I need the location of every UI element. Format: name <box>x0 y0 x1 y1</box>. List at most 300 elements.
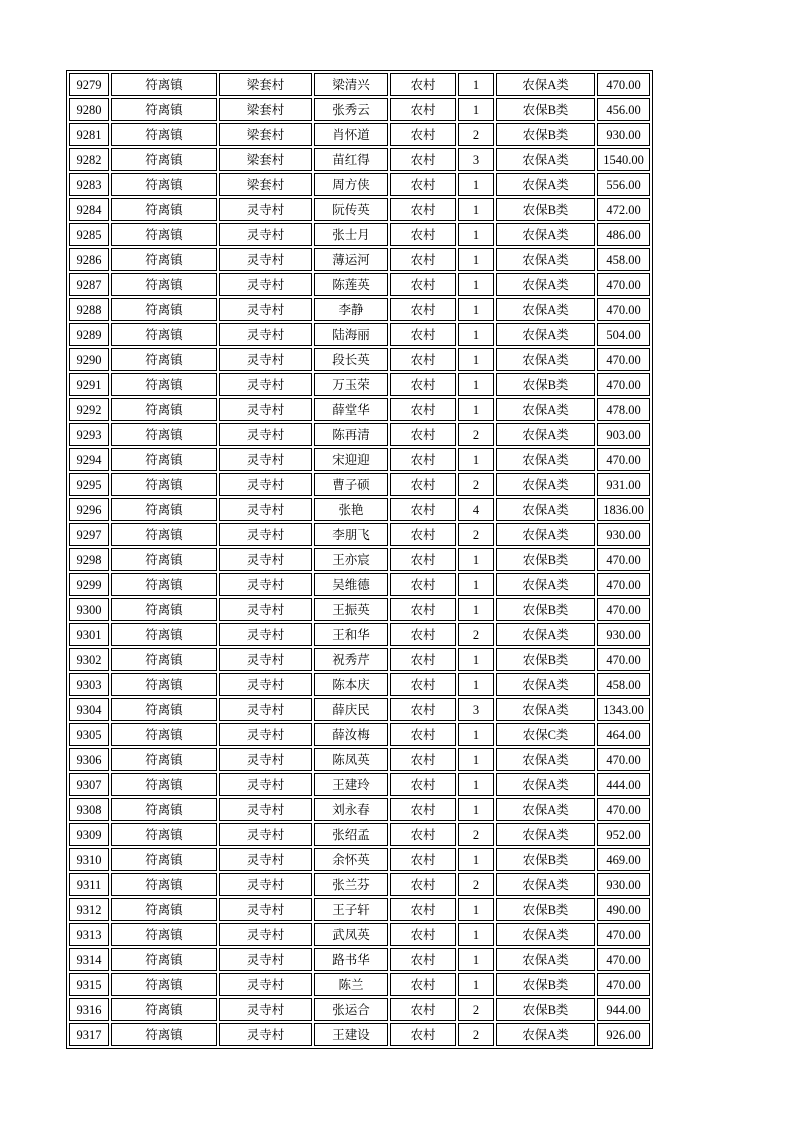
table-row <box>69 248 650 271</box>
cell-village: 灵寺村 <box>219 548 312 571</box>
cell-amount: 470.00 <box>597 273 650 296</box>
cell-residence-type: 农村 <box>390 823 456 846</box>
cell-insurance-category: 农保B类 <box>496 198 595 221</box>
cell-person-count: 1 <box>458 398 494 421</box>
cell-village: 灵寺村 <box>219 648 312 671</box>
cell-person-name: 陈本庆 <box>314 673 388 696</box>
cell-insurance-category: 农保A类 <box>496 748 595 771</box>
cell-residence-type: 农村 <box>390 98 456 121</box>
cell-amount: 470.00 <box>597 73 650 96</box>
cell-amount: 930.00 <box>597 523 650 546</box>
cell-village: 梁套村 <box>219 148 312 171</box>
cell-person-count: 1 <box>458 773 494 796</box>
cell-amount: 470.00 <box>597 948 650 971</box>
cell-residence-type: 农村 <box>390 173 456 196</box>
cell-record-id: 9287 <box>69 273 109 296</box>
cell-person-count: 1 <box>458 798 494 821</box>
cell-residence-type: 农村 <box>390 473 456 496</box>
cell-amount: 470.00 <box>597 923 650 946</box>
cell-person-name: 陆海丽 <box>314 323 388 346</box>
cell-town: 符离镇 <box>111 848 217 871</box>
cell-amount: 556.00 <box>597 173 650 196</box>
cell-village: 灵寺村 <box>219 798 312 821</box>
cell-town: 符离镇 <box>111 598 217 621</box>
table-row <box>69 523 650 546</box>
cell-village: 灵寺村 <box>219 923 312 946</box>
cell-record-id: 9307 <box>69 773 109 796</box>
table-row <box>69 1023 650 1046</box>
cell-person-name: 李朋飞 <box>314 523 388 546</box>
cell-town: 符离镇 <box>111 273 217 296</box>
cell-record-id: 9286 <box>69 248 109 271</box>
cell-residence-type: 农村 <box>390 448 456 471</box>
table-row <box>69 498 650 521</box>
cell-amount: 903.00 <box>597 423 650 446</box>
cell-person-name: 王建设 <box>314 1023 388 1046</box>
cell-person-count: 1 <box>458 248 494 271</box>
cell-town: 符离镇 <box>111 623 217 646</box>
cell-town: 符离镇 <box>111 973 217 996</box>
cell-residence-type: 农村 <box>390 898 456 921</box>
table-row <box>69 448 650 471</box>
table-row <box>69 173 650 196</box>
cell-amount: 470.00 <box>597 748 650 771</box>
cell-village: 灵寺村 <box>219 948 312 971</box>
cell-insurance-category: 农保A类 <box>496 448 595 471</box>
cell-village: 灵寺村 <box>219 623 312 646</box>
cell-town: 符离镇 <box>111 298 217 321</box>
cell-village: 灵寺村 <box>219 348 312 371</box>
table-row <box>69 898 650 921</box>
cell-record-id: 9280 <box>69 98 109 121</box>
cell-town: 符离镇 <box>111 73 217 96</box>
cell-person-name: 张秀云 <box>314 98 388 121</box>
cell-amount: 470.00 <box>597 448 650 471</box>
cell-person-name: 张绍孟 <box>314 823 388 846</box>
cell-insurance-category: 农保B类 <box>496 98 595 121</box>
cell-insurance-category: 农保A类 <box>496 348 595 371</box>
cell-town: 符离镇 <box>111 498 217 521</box>
cell-town: 符离镇 <box>111 673 217 696</box>
cell-person-name: 梁清兴 <box>314 73 388 96</box>
cell-person-name: 薛堂华 <box>314 398 388 421</box>
cell-village: 灵寺村 <box>219 848 312 871</box>
cell-town: 符离镇 <box>111 448 217 471</box>
cell-person-count: 2 <box>458 123 494 146</box>
cell-person-count: 1 <box>458 323 494 346</box>
cell-village: 灵寺村 <box>219 398 312 421</box>
table-row <box>69 923 650 946</box>
cell-insurance-category: 农保A类 <box>496 773 595 796</box>
cell-record-id: 9283 <box>69 173 109 196</box>
table-row <box>69 98 650 121</box>
cell-amount: 930.00 <box>597 873 650 896</box>
cell-record-id: 9316 <box>69 998 109 1021</box>
cell-village: 灵寺村 <box>219 423 312 446</box>
cell-person-count: 2 <box>458 1023 494 1046</box>
cell-amount: 456.00 <box>597 98 650 121</box>
cell-village: 灵寺村 <box>219 198 312 221</box>
table-row <box>69 298 650 321</box>
cell-person-count: 1 <box>458 848 494 871</box>
cell-record-id: 9285 <box>69 223 109 246</box>
cell-insurance-category: 农保A类 <box>496 623 595 646</box>
cell-record-id: 9295 <box>69 473 109 496</box>
cell-insurance-category: 农保A类 <box>496 273 595 296</box>
cell-village: 灵寺村 <box>219 448 312 471</box>
cell-insurance-category: 农保A类 <box>496 473 595 496</box>
cell-record-id: 9292 <box>69 398 109 421</box>
cell-record-id: 9299 <box>69 573 109 596</box>
cell-insurance-category: 农保A类 <box>496 823 595 846</box>
cell-person-name: 万玉荣 <box>314 373 388 396</box>
cell-amount: 472.00 <box>597 198 650 221</box>
cell-town: 符离镇 <box>111 523 217 546</box>
cell-insurance-category: 农保A类 <box>496 423 595 446</box>
cell-residence-type: 农村 <box>390 348 456 371</box>
cell-person-count: 1 <box>458 548 494 571</box>
cell-person-count: 2 <box>458 523 494 546</box>
table-row <box>69 123 650 146</box>
cell-amount: 469.00 <box>597 848 650 871</box>
cell-insurance-category: 农保A类 <box>496 398 595 421</box>
table-row <box>69 698 650 721</box>
cell-person-count: 1 <box>458 173 494 196</box>
cell-residence-type: 农村 <box>390 673 456 696</box>
cell-person-count: 4 <box>458 498 494 521</box>
cell-insurance-category: 农保B类 <box>496 123 595 146</box>
cell-village: 灵寺村 <box>219 498 312 521</box>
cell-person-count: 1 <box>458 198 494 221</box>
cell-village: 灵寺村 <box>219 273 312 296</box>
table-row <box>69 723 650 746</box>
cell-village: 灵寺村 <box>219 573 312 596</box>
cell-insurance-category: 农保A类 <box>496 873 595 896</box>
cell-record-id: 9311 <box>69 873 109 896</box>
cell-residence-type: 农村 <box>390 648 456 671</box>
cell-record-id: 9291 <box>69 373 109 396</box>
cell-amount: 470.00 <box>597 373 650 396</box>
table-row <box>69 623 650 646</box>
cell-record-id: 9281 <box>69 123 109 146</box>
cell-residence-type: 农村 <box>390 123 456 146</box>
cell-town: 符离镇 <box>111 373 217 396</box>
cell-person-count: 1 <box>458 98 494 121</box>
cell-residence-type: 农村 <box>390 973 456 996</box>
cell-village: 灵寺村 <box>219 223 312 246</box>
pension-roster-table <box>66 70 653 1049</box>
cell-record-id: 9310 <box>69 848 109 871</box>
cell-amount: 1836.00 <box>597 498 650 521</box>
cell-residence-type: 农村 <box>390 398 456 421</box>
cell-record-id: 9297 <box>69 523 109 546</box>
table-row <box>69 648 650 671</box>
cell-village: 灵寺村 <box>219 748 312 771</box>
cell-person-count: 1 <box>458 348 494 371</box>
cell-insurance-category: 农保B类 <box>496 648 595 671</box>
cell-village: 梁套村 <box>219 98 312 121</box>
cell-record-id: 9309 <box>69 823 109 846</box>
cell-person-count: 1 <box>458 748 494 771</box>
cell-person-count: 2 <box>458 823 494 846</box>
table-row <box>69 148 650 171</box>
cell-insurance-category: 农保B类 <box>496 598 595 621</box>
cell-insurance-category: 农保A类 <box>496 923 595 946</box>
cell-person-count: 1 <box>458 298 494 321</box>
cell-amount: 478.00 <box>597 398 650 421</box>
cell-village: 灵寺村 <box>219 473 312 496</box>
cell-village: 灵寺村 <box>219 773 312 796</box>
cell-town: 符离镇 <box>111 823 217 846</box>
cell-record-id: 9279 <box>69 73 109 96</box>
cell-record-id: 9308 <box>69 798 109 821</box>
cell-person-count: 1 <box>458 973 494 996</box>
cell-residence-type: 农村 <box>390 298 456 321</box>
cell-town: 符离镇 <box>111 423 217 446</box>
cell-insurance-category: 农保B类 <box>496 373 595 396</box>
cell-person-name: 曹子硕 <box>314 473 388 496</box>
table-row <box>69 973 650 996</box>
cell-insurance-category: 农保B类 <box>496 973 595 996</box>
cell-record-id: 9313 <box>69 923 109 946</box>
cell-insurance-category: 农保A类 <box>496 573 595 596</box>
cell-person-name: 陈再清 <box>314 423 388 446</box>
cell-town: 符离镇 <box>111 248 217 271</box>
table-row <box>69 473 650 496</box>
cell-village: 灵寺村 <box>219 723 312 746</box>
cell-insurance-category: 农保A类 <box>496 223 595 246</box>
table-row <box>69 998 650 1021</box>
cell-town: 符离镇 <box>111 698 217 721</box>
cell-amount: 444.00 <box>597 773 650 796</box>
cell-residence-type: 农村 <box>390 923 456 946</box>
cell-town: 符离镇 <box>111 348 217 371</box>
cell-insurance-category: 农保A类 <box>496 248 595 271</box>
cell-person-count: 1 <box>458 223 494 246</box>
cell-town: 符离镇 <box>111 198 217 221</box>
cell-residence-type: 农村 <box>390 623 456 646</box>
cell-person-count: 1 <box>458 373 494 396</box>
table-row <box>69 823 650 846</box>
cell-amount: 470.00 <box>597 573 650 596</box>
cell-village: 灵寺村 <box>219 823 312 846</box>
cell-record-id: 9302 <box>69 648 109 671</box>
cell-amount: 458.00 <box>597 248 650 271</box>
cell-amount: 952.00 <box>597 823 650 846</box>
cell-amount: 486.00 <box>597 223 650 246</box>
cell-town: 符离镇 <box>111 948 217 971</box>
cell-record-id: 9301 <box>69 623 109 646</box>
cell-residence-type: 农村 <box>390 948 456 971</box>
cell-town: 符离镇 <box>111 648 217 671</box>
cell-record-id: 9290 <box>69 348 109 371</box>
cell-person-count: 2 <box>458 423 494 446</box>
cell-person-count: 1 <box>458 73 494 96</box>
cell-person-name: 王亦宸 <box>314 548 388 571</box>
cell-person-count: 1 <box>458 948 494 971</box>
cell-person-name: 陈莲英 <box>314 273 388 296</box>
cell-town: 符离镇 <box>111 323 217 346</box>
cell-person-name: 张艳 <box>314 498 388 521</box>
cell-insurance-category: 农保A类 <box>496 523 595 546</box>
cell-person-name: 肖怀道 <box>314 123 388 146</box>
cell-town: 符离镇 <box>111 573 217 596</box>
cell-insurance-category: 农保B类 <box>496 898 595 921</box>
cell-insurance-category: 农保A类 <box>496 73 595 96</box>
cell-person-count: 1 <box>458 648 494 671</box>
cell-person-count: 3 <box>458 698 494 721</box>
cell-record-id: 9312 <box>69 898 109 921</box>
cell-person-count: 1 <box>458 673 494 696</box>
cell-village: 梁套村 <box>219 173 312 196</box>
cell-town: 符离镇 <box>111 923 217 946</box>
table-row <box>69 573 650 596</box>
table-row <box>69 398 650 421</box>
cell-village: 灵寺村 <box>219 1023 312 1046</box>
cell-person-count: 1 <box>458 273 494 296</box>
table-row <box>69 598 650 621</box>
table-row <box>69 948 650 971</box>
cell-person-count: 2 <box>458 623 494 646</box>
cell-town: 符离镇 <box>111 98 217 121</box>
cell-residence-type: 农村 <box>390 573 456 596</box>
cell-insurance-category: 农保B类 <box>496 998 595 1021</box>
cell-person-count: 1 <box>458 898 494 921</box>
cell-insurance-category: 农保A类 <box>496 673 595 696</box>
table-row <box>69 373 650 396</box>
table-row <box>69 198 650 221</box>
cell-town: 符离镇 <box>111 148 217 171</box>
cell-residence-type: 农村 <box>390 798 456 821</box>
cell-town: 符离镇 <box>111 998 217 1021</box>
cell-village: 灵寺村 <box>219 998 312 1021</box>
cell-record-id: 9296 <box>69 498 109 521</box>
cell-record-id: 9300 <box>69 598 109 621</box>
cell-record-id: 9282 <box>69 148 109 171</box>
cell-residence-type: 农村 <box>390 723 456 746</box>
cell-amount: 470.00 <box>597 973 650 996</box>
cell-residence-type: 农村 <box>390 323 456 346</box>
table-row <box>69 423 650 446</box>
cell-person-name: 薛庆民 <box>314 698 388 721</box>
cell-amount: 470.00 <box>597 648 650 671</box>
cell-amount: 1343.00 <box>597 698 650 721</box>
cell-amount: 470.00 <box>597 598 650 621</box>
cell-person-name: 周方侠 <box>314 173 388 196</box>
cell-record-id: 9317 <box>69 1023 109 1046</box>
cell-village: 灵寺村 <box>219 973 312 996</box>
cell-person-name: 宋迎迎 <box>314 448 388 471</box>
cell-village: 灵寺村 <box>219 598 312 621</box>
cell-record-id: 9288 <box>69 298 109 321</box>
cell-residence-type: 农村 <box>390 548 456 571</box>
cell-town: 符离镇 <box>111 798 217 821</box>
cell-person-count: 1 <box>458 573 494 596</box>
cell-record-id: 9293 <box>69 423 109 446</box>
cell-person-name: 余怀英 <box>314 848 388 871</box>
cell-town: 符离镇 <box>111 223 217 246</box>
cell-amount: 470.00 <box>597 548 650 571</box>
cell-person-count: 2 <box>458 873 494 896</box>
cell-person-name: 薛汝梅 <box>314 723 388 746</box>
table-row <box>69 773 650 796</box>
cell-insurance-category: 农保A类 <box>496 698 595 721</box>
cell-record-id: 9314 <box>69 948 109 971</box>
cell-village: 灵寺村 <box>219 673 312 696</box>
cell-town: 符离镇 <box>111 723 217 746</box>
cell-residence-type: 农村 <box>390 848 456 871</box>
cell-village: 灵寺村 <box>219 898 312 921</box>
cell-record-id: 9289 <box>69 323 109 346</box>
cell-person-name: 阮传英 <box>314 198 388 221</box>
cell-person-name: 刘永春 <box>314 798 388 821</box>
cell-residence-type: 农村 <box>390 1023 456 1046</box>
cell-village: 灵寺村 <box>219 373 312 396</box>
cell-person-name: 王子轩 <box>314 898 388 921</box>
cell-residence-type: 农村 <box>390 498 456 521</box>
cell-residence-type: 农村 <box>390 223 456 246</box>
cell-person-name: 王振英 <box>314 598 388 621</box>
cell-residence-type: 农村 <box>390 248 456 271</box>
cell-town: 符离镇 <box>111 173 217 196</box>
table-row <box>69 798 650 821</box>
cell-amount: 930.00 <box>597 123 650 146</box>
cell-person-count: 1 <box>458 448 494 471</box>
cell-amount: 926.00 <box>597 1023 650 1046</box>
cell-amount: 930.00 <box>597 623 650 646</box>
table-row <box>69 548 650 571</box>
cell-insurance-category: 农保A类 <box>496 948 595 971</box>
cell-record-id: 9284 <box>69 198 109 221</box>
table-row <box>69 273 650 296</box>
cell-residence-type: 农村 <box>390 373 456 396</box>
cell-person-name: 路书华 <box>314 948 388 971</box>
cell-amount: 464.00 <box>597 723 650 746</box>
cell-insurance-category: 农保B类 <box>496 848 595 871</box>
cell-insurance-category: 农保A类 <box>496 498 595 521</box>
table-row <box>69 873 650 896</box>
cell-insurance-category: 农保A类 <box>496 798 595 821</box>
cell-record-id: 9315 <box>69 973 109 996</box>
cell-person-name: 张运合 <box>314 998 388 1021</box>
cell-record-id: 9298 <box>69 548 109 571</box>
cell-person-name: 段长英 <box>314 348 388 371</box>
cell-village: 灵寺村 <box>219 873 312 896</box>
cell-person-count: 3 <box>458 148 494 171</box>
cell-town: 符离镇 <box>111 123 217 146</box>
cell-person-count: 2 <box>458 473 494 496</box>
cell-town: 符离镇 <box>111 1023 217 1046</box>
cell-record-id: 9306 <box>69 748 109 771</box>
cell-amount: 504.00 <box>597 323 650 346</box>
cell-town: 符离镇 <box>111 548 217 571</box>
cell-amount: 1540.00 <box>597 148 650 171</box>
cell-person-name: 王建玲 <box>314 773 388 796</box>
cell-town: 符离镇 <box>111 473 217 496</box>
cell-insurance-category: 农保A类 <box>496 148 595 171</box>
cell-insurance-category: 农保A类 <box>496 298 595 321</box>
cell-town: 符离镇 <box>111 873 217 896</box>
cell-town: 符离镇 <box>111 398 217 421</box>
cell-person-count: 1 <box>458 923 494 946</box>
cell-person-count: 2 <box>458 998 494 1021</box>
cell-residence-type: 农村 <box>390 423 456 446</box>
cell-insurance-category: 农保A类 <box>496 173 595 196</box>
cell-amount: 470.00 <box>597 298 650 321</box>
table-body <box>69 73 650 1046</box>
cell-residence-type: 农村 <box>390 73 456 96</box>
cell-record-id: 9304 <box>69 698 109 721</box>
